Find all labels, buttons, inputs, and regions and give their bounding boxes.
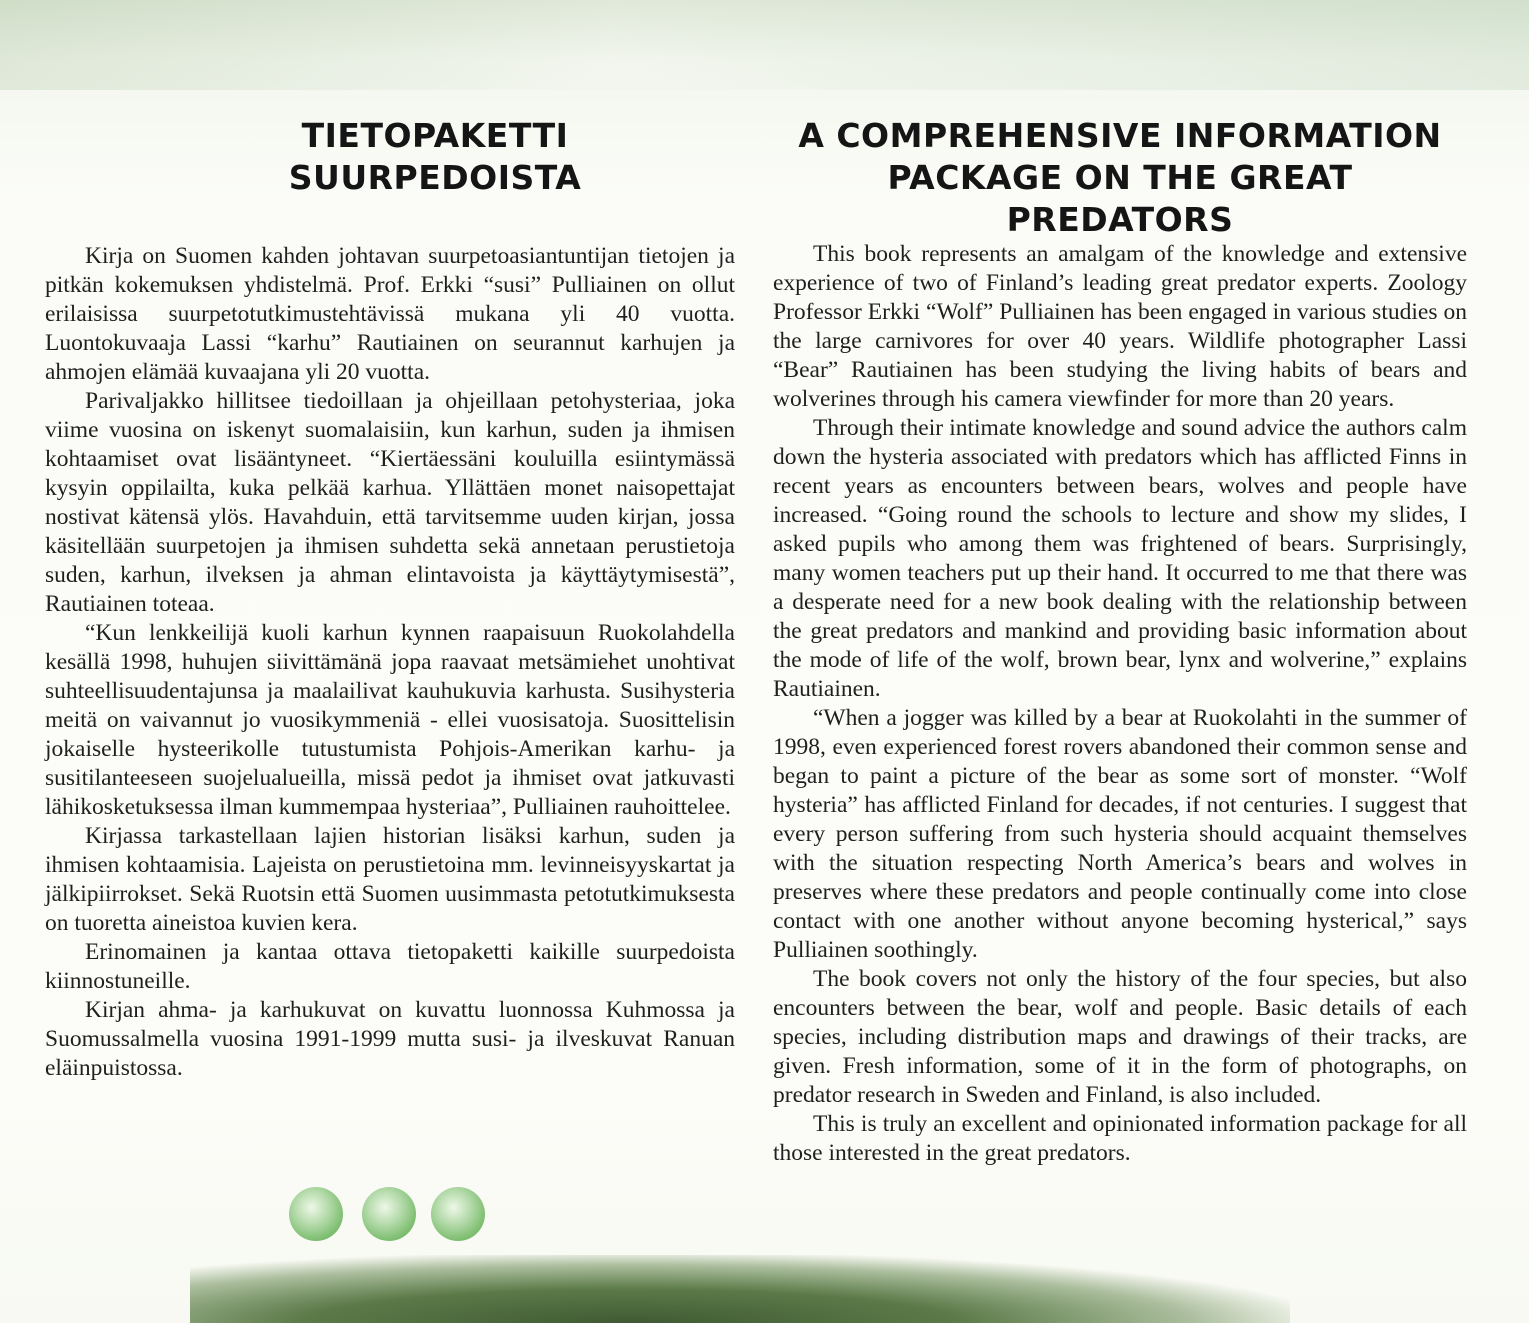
english-body	[773, 240, 1467, 1168]
english-paragraph: The book covers not only the history of the four species, but also encounters between the bear, wolf and people. Basic details of each species, including distribution maps and drawings of their tracks, are given. Fresh information, some of it in the form of photographs, on predator research in Sweden and Finland, is also included.	[773, 966, 1467, 1108]
english-paragraph: Through their intimate knowledge and sound advice the authors calm down the hysteria associated with predators which has afflicted Finns in recent years as encounters between bears, wolves and people have increased. “Going round the schools to lecture and show my slides, I asked pupils who among them was frightened of bears. Surprisingly, many women teachers put up their hand. It occurred to me that there was a desperate need for a new book dealing with the relationship between the great predators and mankind and providing basic information about the mode of life of the wolf, brown bear, lynx and wolverine,” explains Rautiainen.	[773, 415, 1467, 702]
finnish-heading	[220, 115, 650, 199]
finnish-heading-line1: TIETOPAKETTI	[301, 116, 569, 155]
green-dot-icon	[362, 1187, 416, 1241]
english-heading	[773, 115, 1467, 241]
green-dot-icon	[431, 1187, 485, 1241]
page-top-tint	[0, 0, 1529, 90]
finnish-paragraph: Kirjassa tarkastellaan lajien historian lisäksi karhun, suden ja ihmisen kohtaamisia. Lajeista on perustietoina mm. levinneisyyskartat ja jälkipiirrokset. Sekä Ruotsin että Suomen uusimmasta petotutkimuksesta on tuoretta aineistoa kuvien kera.	[45, 823, 735, 936]
finnish-body	[45, 242, 735, 1083]
green-dot-icon	[289, 1187, 343, 1241]
finnish-heading-line2: SUURPEDOISTA	[288, 158, 582, 197]
english-heading-line1: A COMPREHENSIVE INFORMATION	[798, 116, 1442, 155]
finnish-paragraph: Parivaljakko hillitsee tiedoillaan ja ohjeillaan petohysteriaa, joka viime vuosina on iskenyt suomalaisiin, kun karhun, suden ja ihmisen kohtaamiset ovat lisääntyneet. “Kiertäessäni kouluilla esiintymässä kysyin oppilailta, kuka pelkää karhua. Yllättäen monet naisopettajat nostivat kätensä ylös. Havahduin, että tarvitsemme uuden kirjan, jossa käsitellään suurpetojen ja ihmisen suhdetta sekä annetaan perustietoja suden, karhun, ilveksen ja ahman elintavoista ja käyttäytymisestä”, Rautiainen toteaa.	[45, 388, 735, 617]
finnish-paragraph: Erinomainen ja kantaa ottava tietopaketti kaikille suurpedoista kiinnostuneille.	[45, 939, 735, 994]
finnish-paragraph: Kirjan ahma- ja karhukuvat on kuvattu luonnossa Kuhmossa ja Suomussalmella vuosina 1991-1999 mutta susi- ja ilveskuvat Ranuan eläinpuistossa.	[45, 997, 735, 1081]
decorative-dots	[289, 1187, 489, 1243]
foliage-image	[190, 1255, 1290, 1323]
english-paragraph: This book represents an amalgam of the knowledge and extensive experience of two of Finland’s leading great predator experts. Zoology Professor Erkki “Wolf” Pulliainen has been engaged in various studies on the large carnivores for over 40 years. Wildlife photographer Lassi “Bear” Rautiainen has been studying the living habits of bears and wolverines through his camera viewfinder for more than 20 years.	[773, 241, 1467, 412]
english-paragraph: “When a jogger was killed by a bear at Ruokolahti in the summer of 1998, even experienced forest rovers abandoned their common sense and began to paint a picture of the bear as some sort of monster. “Wolf hysteria” has afflicted Finland for decades, if not centuries. I suggest that every person suffering from such hysteria should acquaint themselves with the situation respecting North America’s bears and wolves in preserves where these predators and people continually come into close contact with one another without anyone becoming hysterical,” says Pulliainen soothingly.	[773, 705, 1467, 963]
english-paragraph: This is truly an excellent and opinionated information package for all those interested in the great predators.	[773, 1111, 1467, 1166]
english-heading-line2: PACKAGE ON THE GREAT PREDATORS	[887, 158, 1353, 239]
finnish-paragraph: “Kun lenkkeilijä kuoli karhun kynnen raapaisuun Ruokolahdella kesällä 1998, huhujen siivittämänä jopa raavaat metsämiehet unohtivat suhteellisuudentajunsa ja maalailivat kauhukuvia karhusta. Susihysteria meitä on vaivannut jo vuosikymmeniä - ellei vuosisatoja. Suosittelisin jokaiselle hysteerikolle tutustumista Pohjois-Amerikan karhu- ja susitilanteeseen suojelualueilla, missä pedot ja ihmiset ovat jatkuvasti lähikosketuksessa ilman kummempaa hysteriaa”, Pulliainen rauhoittelee.	[45, 620, 735, 820]
foliage-base	[190, 1255, 1290, 1323]
finnish-paragraph: Kirja on Suomen kahden johtavan suurpetoasiantuntijan tietojen ja pitkän kokemuksen yhdistelmä. Prof. Erkki “susi” Pulliainen on ollut erilaisissa suurpetotutkimustehtävissä mukana yli 40 vuotta. Luontokuvaaja Lassi “karhu” Rautiainen on seurannut karhujen ja ahmojen elämää kuvaajana yli 20 vuotta.	[45, 243, 735, 385]
